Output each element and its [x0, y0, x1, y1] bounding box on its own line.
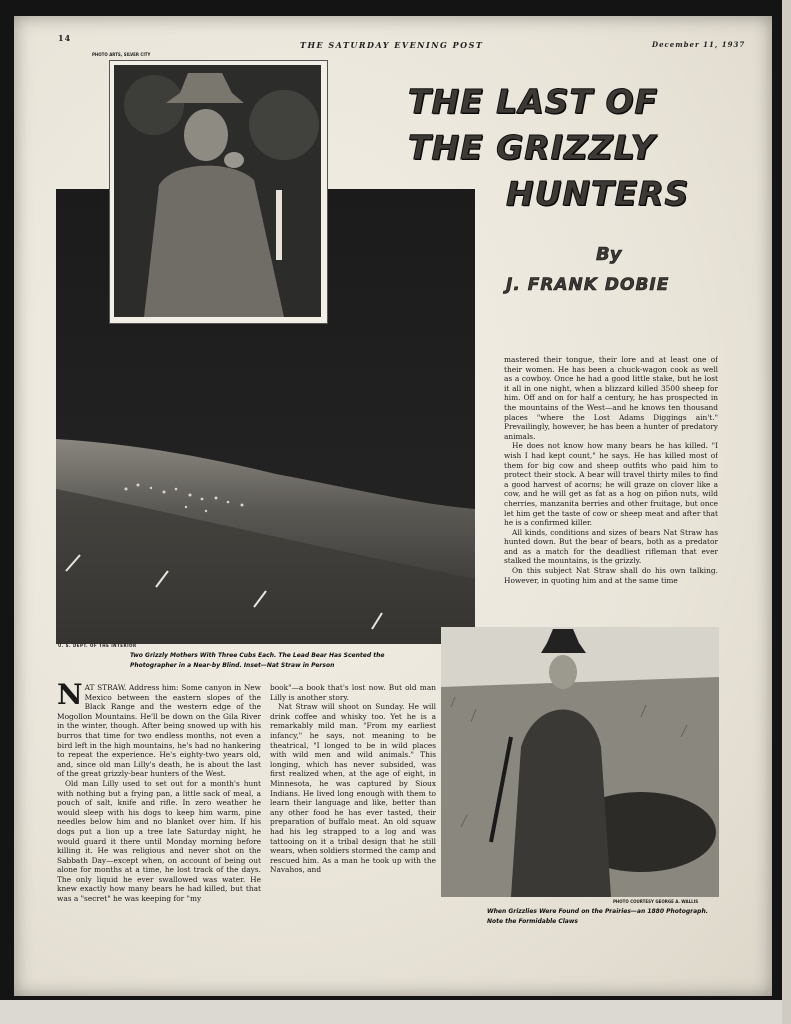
publication-name: THE SATURDAY EVENING POST	[300, 40, 484, 50]
article-column-left	[57, 683, 261, 923]
drop-cap: N	[57, 683, 83, 711]
prairie-grizzly-photo	[441, 627, 719, 897]
photo-credit-inset: PHOTO ARTS, SILVER CITY	[92, 52, 151, 57]
inset-photo-frame	[109, 60, 328, 324]
scan-bottom-margin	[0, 1000, 791, 1024]
photo-credit-right: PHOTO COURTESY GEORGE A. WALLIS	[613, 899, 699, 904]
nat-straw-portrait	[114, 65, 321, 317]
paragraph: Nat Straw will shoot on Sunday. He will drink coffee and whisky too. Yet he is a remarkably mild man. "From my earliest infancy," he says, not meaning to be theatrical, "I longed to be in wild places with wild men and wild animals." This longing, which has never subsided, was first realized when, at the age of eight, in Minnesota, he was captured by Sioux Indians. He lived long enough with them to learn their language and like, better than any other food he has ever tasted, their preparation of buffalo meat. An old squaw had his leg strapped to a log and was tattooing on it a tribal design that he still wears, when soldiers stormed the camp and rescued him. As a man he took up with the Navahos, and	[270, 702, 436, 875]
page-number: 14	[58, 33, 72, 43]
byline-author: J. FRANK DOBIE	[506, 275, 670, 295]
title-line-1: THE LAST OF	[408, 82, 659, 121]
main-photo-caption: Two Grizzly Mothers With Three Cubs Each. The Lead Bear Has Scented the Photographer in a Near-by Blind. Inset—Nat Straw in Person	[130, 652, 385, 669]
scan-right-margin	[782, 0, 791, 1024]
paragraph: book"—a book that's lost now. But old man Lilly is another story.	[270, 683, 436, 702]
opening-paragraph	[57, 683, 261, 779]
byline-by: By	[596, 244, 622, 265]
paragraph: On this subject Nat Straw shall do his own talking. However, in quoting him and at the same time	[504, 566, 718, 585]
photo-credit-main: U. S. DEPT. OF THE INTERIOR	[58, 643, 137, 648]
article-column-right	[504, 355, 718, 598]
article-column-middle	[270, 683, 436, 923]
paragraph: Old man Lilly used to set out for a month's hunt with nothing but a frying pan, a little sack of meal, a pouch of salt, knife and rifle. In zero weather he would sleep with his dogs to keep him warm, pine needles below him and no blanket over him. If his dogs put a lion up a tree late Saturday night, he would guard it there until Monday morning before killing it. He was religious and never shot on the Sabbath Day—except when, on account of being out alone for months at a time, he lost track of the days. The only liquid he ever swallowed was water. He knew exactly how many bears he had killed, but that was a "secret" he was keeping for "my	[57, 778, 261, 904]
title-line-3: HUNTERS	[506, 174, 690, 213]
issue-date: December 11, 1937	[652, 40, 746, 49]
opening-text: AT STRAW. Address him: Some canyon in New Mexico between the eastern slopes of the Black Range and the western edge of the Mogollon Mountains. He'll be down on the Gila River in the winter, though. After being snowed up with his burros that time for two endless months, not even a bird left in the high mountains, he's had no hankering to repeat the experience. He's eighty-two years old, and, since old man Lilly's death, he is about the last of the great grizzly-bear hunters of the West.	[57, 683, 261, 779]
paragraph: All kinds, conditions and sizes of bears Nat Straw has hunted down. But the bear of bears, both as a predator and as a match for the deadliest rifleman that ever stalked the mountains, is the grizzly.	[504, 527, 718, 566]
paragraph: mastered their tongue, their lore and at least one of their women. He has been a chuck-wagon cook as well as a cowboy. Once he had a good little stake, but he lost it all in one night, when a blizzard killed 3500 sheep for him. Off and on for half a century, he has prospected in the mountains of the West—and he knows ten thousand places "where the Lost Adams Diggings ain't." Prevailingly, however, he has been a hunter of predatory animals.	[504, 355, 718, 441]
right-photo-caption: When Grizzlies Were Found on the Prairies—an 1880 Photograph. Note the Formidable Claws	[487, 908, 709, 925]
paragraph: He does not know how many bears he has killed. "I wish I had kept count," he says. He has killed most of them for big cow and sheep outfits who paid him to protect their stock. A bear will travel thirty miles to find a good harvest of acorns; he will graze on clover like a cow, and he will get as fat as a hog on piñon nuts, wild cherries, manzanita berries and other fruitage, but once let him get the taste of cow or sheep meat and after that he is a confirmed killer.	[504, 441, 718, 528]
title-line-2: THE GRIZZLY	[408, 128, 656, 167]
